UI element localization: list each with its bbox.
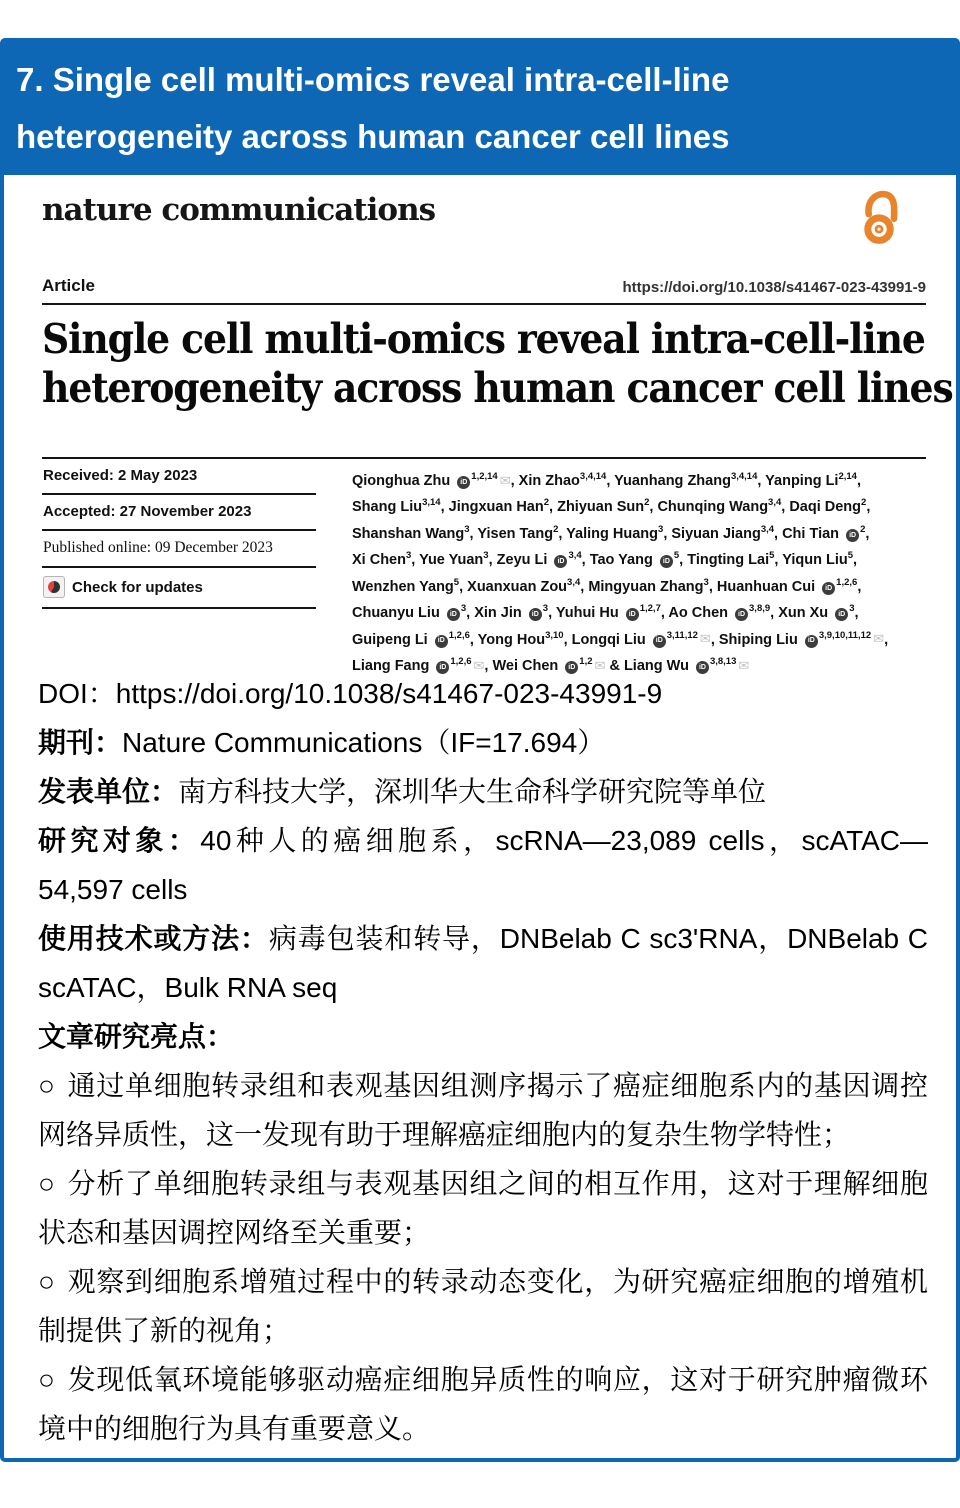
summary-text: 40种人的癌细胞系，scRNA—23,089 cells，scATAC—54,597 cells [38,825,928,905]
bullet-item [38,1257,928,1355]
affiliation-superscript: 1,2,6 [836,576,858,588]
orcid-icon: iD [846,529,859,542]
affiliation-superscript: 3,4 [768,497,782,509]
article-header-row [42,276,926,305]
meta-row [42,459,316,495]
header-title-line1: 7. Single cell multi-omics reveal intra-cell-line [16,61,730,98]
orcid-icon: iD [696,661,709,674]
author-line: Shanshan Wang$^3$, Yisen Tang$^2$, Yaling Huang$^3$, Siyuan Jiang$^{3,4}$, Chi Tian $iD^2$, [352,523,870,542]
meta-row [42,531,316,568]
author-line: Xi Chen$^3$, Yue Yuan$^3$, Zeyu Li iD$^{3,4}$, Tao Yang $iD^5$, Tingting Lai$^5$, Yiqun Liu$^5$, [352,550,858,569]
summary-bullets [38,1061,928,1453]
affiliation-superscript: 3 [405,550,412,562]
doi-link[interactable]: https://doi.org/10.1038/s41467-023-43991-9 [622,279,926,296]
summary-text: 病毒包装和转导，DNBelab C sc3'RNA，DNBelab C scATAC，Bulk RNA seq [38,923,928,1003]
affiliation-superscript: 1,2,6 [448,629,470,641]
affiliation-superscript: 5 [847,550,854,562]
affiliation-superscript: 3,4 [567,576,581,588]
affiliation-superscript: 2 [553,523,559,535]
affiliation-superscript: 2 [861,497,867,509]
meta-text: Received: 2 May 2023 [43,467,198,484]
affiliation-superscript: 5 [769,550,775,562]
affiliation-superscript: 5 [673,550,680,562]
affiliation-superscript: 3,8,13 [709,655,737,667]
orcid-icon: iD [660,555,673,568]
summary-line [38,1012,928,1061]
journal-logo: nature communications [42,192,436,228]
open-access-icon [860,188,900,248]
bullet-text: 观察到细胞系增殖过程中的转录动态变化，为研究癌症细胞的增殖机制提供了新的视角； [38,1266,928,1346]
orcid-icon: iD [554,555,567,568]
affiliation-superscript: 1,2,7 [639,603,661,615]
bullet-text: 发现低氧环境能够驱动癌症细胞异质性的响应，这对于研究肿瘤微环境中的细胞行为具有重要意义。 [38,1364,928,1444]
email-icon: ✉ [738,657,750,673]
orcid-icon: iD [653,635,666,648]
summary-lines [38,669,928,1061]
header-bar [4,42,956,175]
summary-label: 研究对象： [38,825,201,856]
meta-text: Published online: 09 December 2023 [43,539,273,556]
paper-title-line2: heterogeneity across human cancer cell lines [42,364,953,412]
affiliation-superscript: 3 [658,523,664,535]
affiliation-superscript: 1,2 [579,655,593,667]
summary-section [4,657,956,1453]
meta-text: Accepted: 27 November 2023 [43,503,252,520]
author-line: Guipeng Li iD$^{1,2,6}$, Yong Hou$^{3,10}$, Longqi Liu iD$^{3,11,12}$ ✉, Shiping Liu iD$^{3,9,10,11,12}$ ✉, [352,629,889,648]
affiliation-superscript: 2 [644,497,650,509]
paper-masthead [42,188,926,248]
article-label: Article [42,276,95,295]
orcid-icon: iD [735,608,748,621]
email-icon: ✉ [499,472,511,488]
summary-text: 南方科技大学，深圳华大生命科学研究院等单位 [178,776,767,807]
email-icon: ✉ [873,631,885,647]
authors-block [338,459,926,677]
bullet-marker-icon: ○ [38,1266,56,1297]
affiliation-superscript: 3,9,10,11,12 [818,629,872,641]
bullet-marker-icon: ○ [38,1364,56,1395]
author-line: Qionghua Zhu iD$^{1,2,14}$ ✉, Xin Zhao$^{3,4,14}$, Yuanhang Zhang$^{3,4,14}$, Yanping Li$^{2,14}$, [352,471,861,489]
affiliation-superscript: 3,4 [568,550,582,562]
orcid-icon: iD [447,608,460,621]
affiliation-superscript: 1,2,6 [450,655,472,667]
summary-line [38,914,928,1012]
bullet-item [38,1159,928,1257]
summary-label: 使用技术或方法： [38,923,269,954]
meta-box [42,459,338,677]
paper-columns [42,457,926,677]
affiliation-superscript: 2 [860,523,866,535]
summary-label: 发表单位： [38,776,179,807]
orcid-icon: iD [835,608,848,621]
author-line: Wenzhen Yang$^5$, Xuanxuan Zou$^{3,4}$, Mingyuan Zhang$^3$, Huanhuan Cui iD$^{1,2,6}$, [352,576,862,595]
meta-row [42,495,316,531]
summary-text: https://doi.org/10.1038/s41467-023-43991-9 [115,678,663,709]
bullet-marker-icon: ○ [38,1070,56,1101]
summary-label: DOI： [38,678,116,709]
orcid-icon: iD [435,635,448,648]
email-icon: ✉ [473,657,485,673]
summary-line [38,816,928,914]
orcid-icon: iD [457,476,470,489]
summary-line [38,718,928,767]
crossmark-dot [48,581,60,593]
affiliation-superscript: 3 [703,576,709,588]
summary-label: 文章研究亮点： [38,1021,235,1052]
author-line: Chuanyu Liu $iD^3$, Xin Jin $iD^3$, Yuhui Hu iD$^{1,2,7}$, Ao Chen iD$^{3,8,9}$, Xun Xu $iD^3$, [352,603,859,621]
affiliation-superscript: 1,2,14 [471,471,498,482]
affiliation-superscript: 3 [849,603,855,615]
affiliation-superscript: 3,4,14 [730,471,758,482]
bullet-item [38,1061,928,1159]
affiliation-superscript: 3 [542,603,549,615]
summary-text: Nature Communications（IF=17.694） [122,727,606,758]
affiliation-superscript: 3,10 [545,629,564,641]
affiliation-superscript: 3 [483,550,489,562]
check-for-updates-button[interactable] [42,568,316,609]
bullet-marker-icon: ○ [38,1168,56,1199]
affiliation-superscript: 3,4 [760,523,775,535]
bullet-item [38,1355,928,1453]
affiliation-superscript: 3,14 [422,497,441,509]
header-title-line2: heterogeneity across human cancer cell lines [16,118,730,155]
paper-screenshot [4,175,956,674]
affiliation-superscript: 2 [543,497,550,509]
orcid-icon: iD [529,608,542,621]
affiliation-superscript: 3,4,14 [579,471,607,482]
summary-line [38,767,928,816]
email-icon: ✉ [594,657,606,673]
meta-text: Check for updates [72,578,203,596]
affiliation-superscript: 3,8,9 [749,603,771,615]
orcid-icon: iD [565,661,578,674]
affiliation-superscript: 2,14 [838,471,857,482]
summary-label: 期刊： [38,727,123,758]
email-icon: ✉ [699,631,711,647]
bullet-text: 分析了单细胞转录组与表观基因组之间的相互作用，这对于理解细胞状态和基因调控网络至关重要； [38,1168,928,1248]
orcid-icon: iD [436,661,449,674]
author-line: Liang Fang iD$^{1,2,6}$ ✉, Wei Chen iD$^{1,2}$ ✉ & Liang Wu iD$^{3,8,13}$ ✉ [352,655,750,674]
orcid-icon: iD [626,608,639,621]
affiliation-superscript: 3 [460,603,467,615]
paper-title [42,315,953,413]
affiliation-superscript: 3,11,12 [666,629,698,641]
affiliation-superscript: 5 [453,576,460,588]
author-line: Shang Liu$^{3,14}$, Jingxuan Han$^2$, Zhiyuan Sun$^2$, Chunqing Wang$^{3,4}$, Daqi Deng$^2$, [352,497,871,516]
paper-title-line1: Single cell multi-omics reveal intra-cell-line [42,315,925,363]
orcid-icon: iD [805,635,818,648]
orcid-icon: iD [822,582,835,595]
affiliation-superscript: 3 [464,523,470,535]
crossmark-icon [43,576,65,598]
content-frame [0,38,960,1462]
bullet-text: 通过单细胞转录组和表观基因组测序揭示了癌症细胞系内的基因调控网络异质性，这一发现有助于理解癌症细胞内的复杂生物学特性； [38,1070,928,1150]
